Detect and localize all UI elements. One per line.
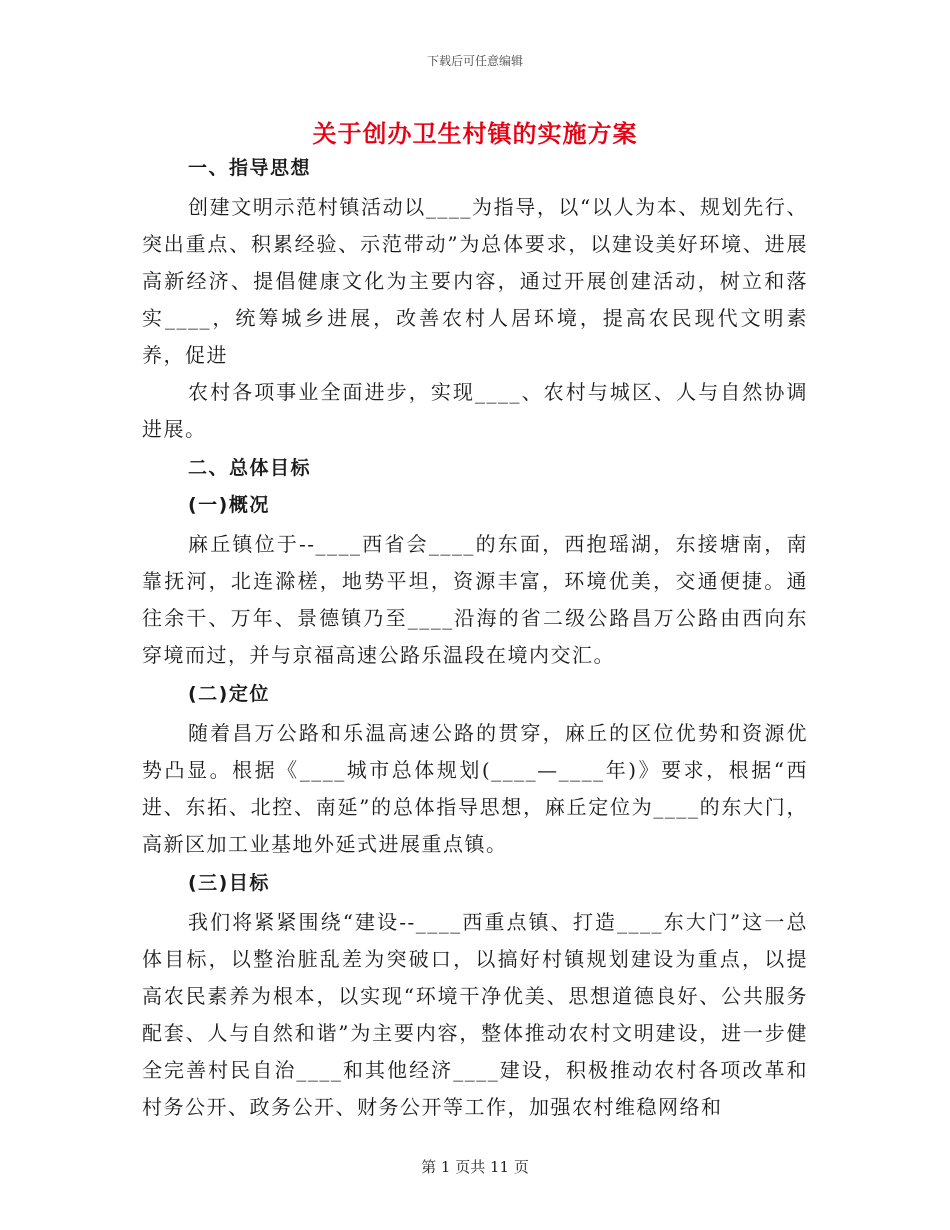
paragraph-target: 我们将紧紧围绕“建设--____西重点镇、打造____东大门”这一总体目标，以整治脏乱差为突破口，以搞好村镇规划建设为重点，以提高农民素养为根本，以实现“环境干净优美、思想道德良好、公共服务配套、人与自然和谐”为主要内容，整体推动农村文明建设，进一步健全完善村民自治____和其他经济____建设，积极推动农村各项改革和村务公开、政务公开、财务公开等工作，加强农村维稳网络和 [142, 910, 808, 1119]
section-heading-overall-goal: 二、总体目标 [188, 457, 312, 479]
section-heading-guiding-ideology: 一、指导思想 [188, 157, 312, 179]
subsection-heading-overview: (一)概况 [188, 494, 270, 516]
paragraph-guiding-ideology-1: 创建文明示范村镇活动以____为指导，以“以人为本、规划先行、突出重点、积累经验、示范带动”为总体要求，以建设美好环境、进展高新经济、提倡健康文化为主要内容，通过开展创建活动，树立和落实____，统筹城乡进展，改善农村人居环境，提高农民现代文明素养，促进 [142, 195, 808, 367]
paragraph-positioning: 随着昌万公路和乐温高速公路的贯穿，麻丘的区位优势和资源优势凸显。根据《____城市总体规划(____—____年)》要求，根据“西进、东拓、北控、南延”的总体指导思想，麻丘定位为____的东大门，高新区加工业基地外延式进展重点镇。 [142, 721, 808, 856]
paragraph-overview: 麻丘镇位于--____西省会____的东面，西抱瑶湖，东接塘南，南靠抚河，北连滁槎，地势平坦，资源丰富，环境优美，交通便捷。通往余干、万年、景德镇乃至____沿海的省二级公路昌万公路由西向东穿境而过，并与京福高速公路乐温段在境内交汇。 [142, 532, 808, 667]
document-body [142, 150, 808, 1126]
subsection-heading-target: (三)目标 [188, 872, 270, 894]
paragraph-guiding-ideology-2: 农村各项事业全面进步，实现____、农村与城区、人与自然协调进展。 [142, 380, 808, 441]
header-note: 下载后可任意编辑 [426, 54, 523, 68]
page-footer: 第 1 页共 11 页 [421, 1158, 529, 1176]
document-title: 关于创办卫生村镇的实施方案 [312, 120, 638, 148]
subsection-heading-positioning: (二)定位 [188, 683, 270, 705]
